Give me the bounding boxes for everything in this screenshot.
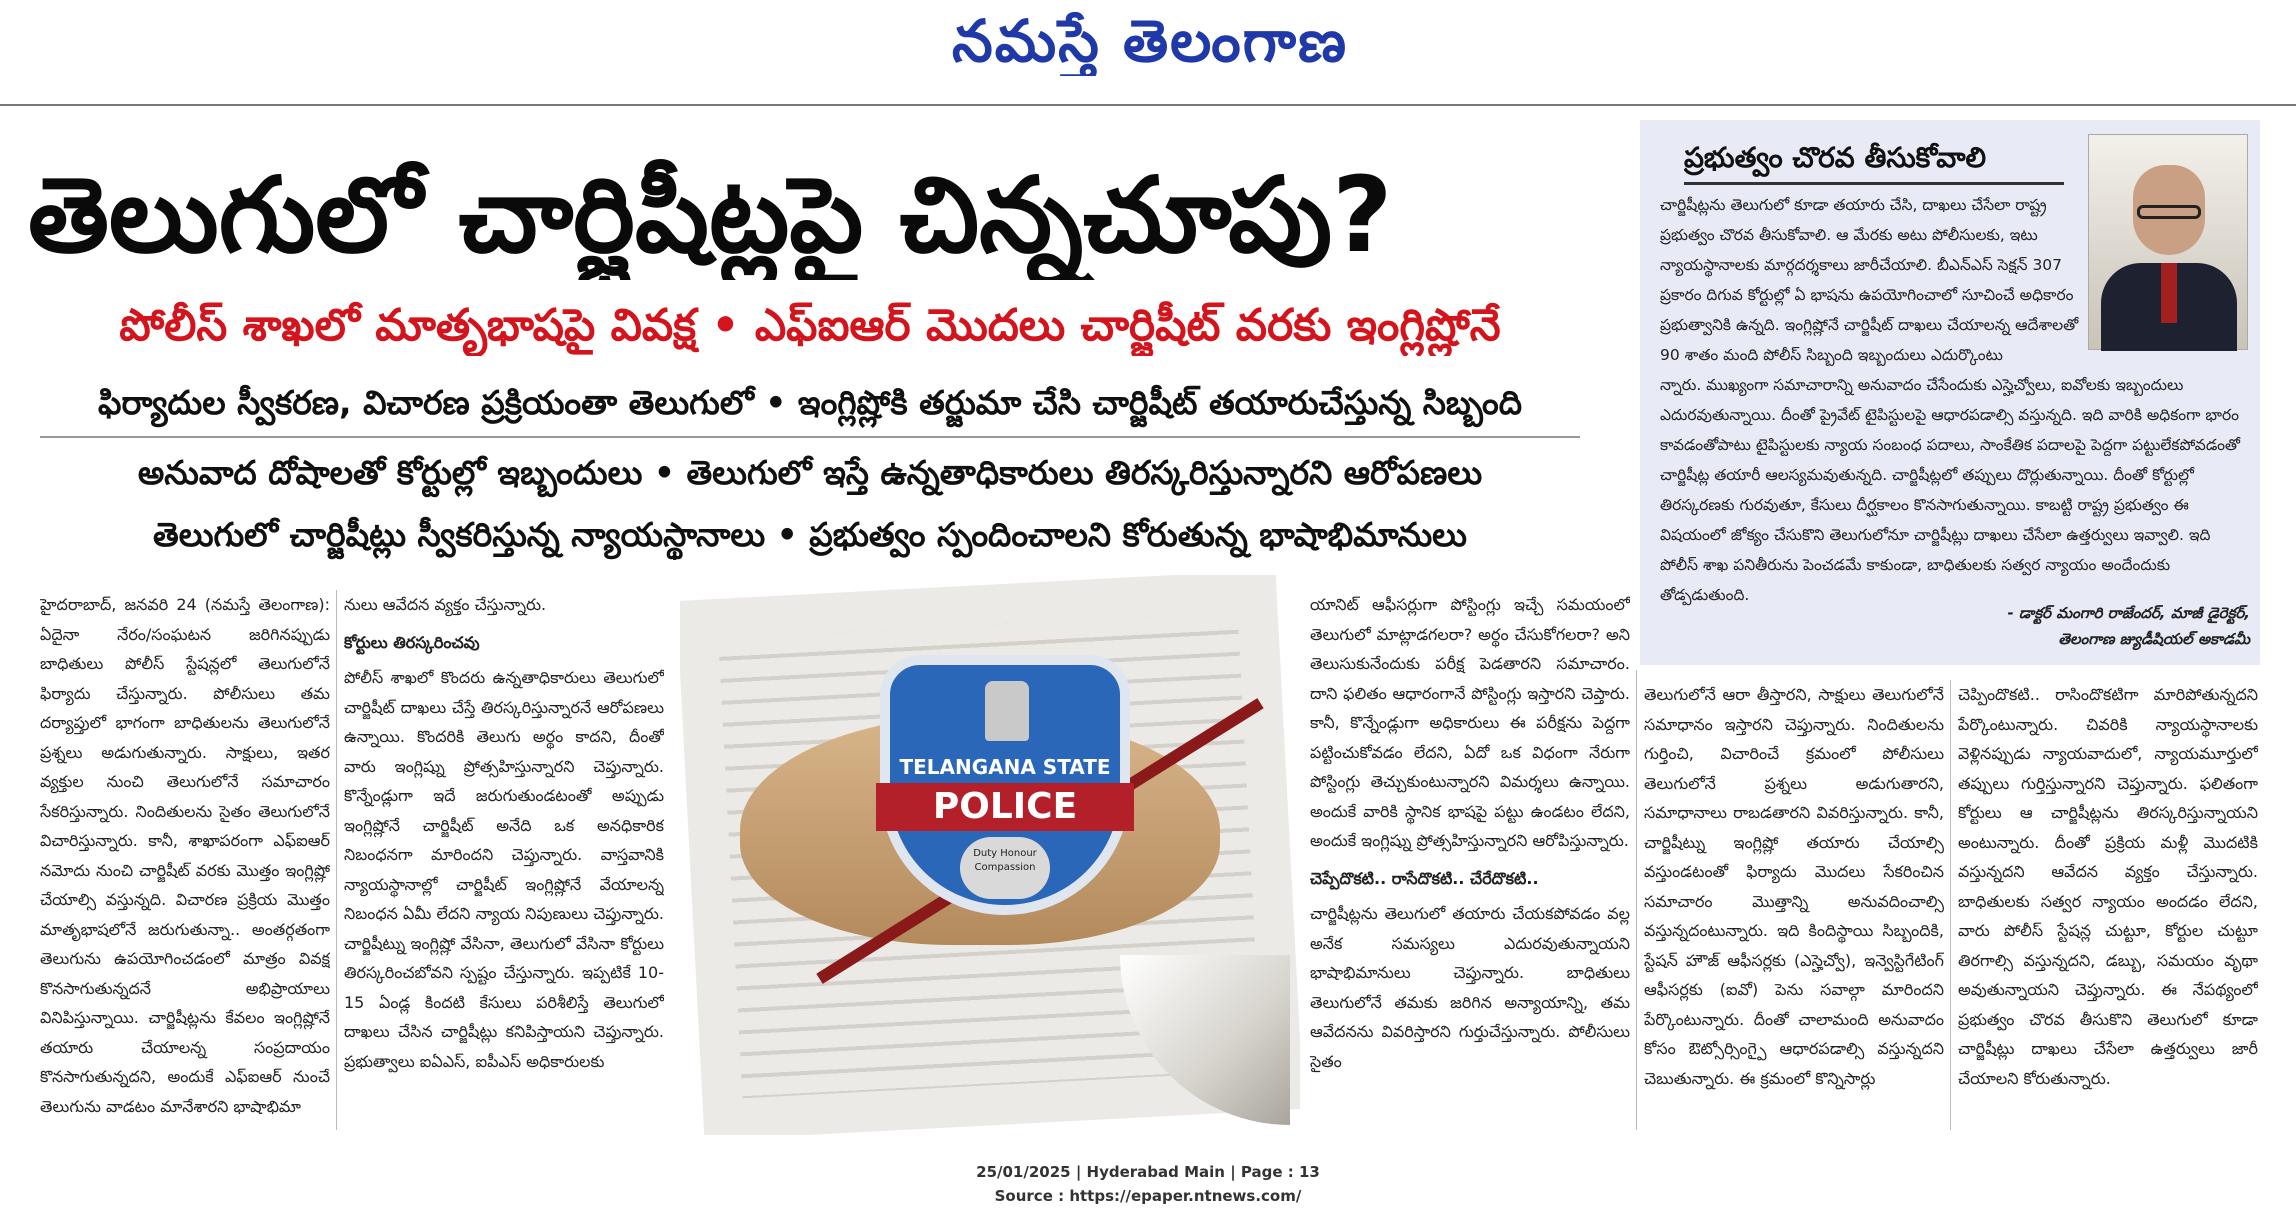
author-name: - డాక్టర్ మంగారి రాజేందర్, మాజీ డైరెక్టర్, [2007, 604, 2250, 622]
column-divider [1636, 670, 1637, 1130]
sidebar-body-bottom: న్నారు. ముఖ్యంగా సమాచారాన్ని అనువాదం చేసేందుకు ఎస్హెచ్వోలు, ఐవోలకు ఇబ్బందులు ఎదురవుతున్నాయి. దీంతో ప్రైవేట్ టైపిస్టులపై ఆధారపడాల్సి వస్తున్నది. ఇది వారికి అధికంగా భారం కావడంతోపాటు టైపిస్టులకు న్యాయ సంబంధ పదాలు, సాంకేతిక పదాలపై పెద్దగా పట్టులేకపోవడంతో చార్జిషీట్ల తయారీ ఆలస్యమవుతున్నది. చార్జిషీట్లలో తప్పులు దొర్లుతున్నాయి. దీంతో కోర్టుల్లో తిరస్కరణకు గురవుతూ, కేసులు దీర్ఘకాలం కొనసాగుతున్నాయి. కాబట్టి రాష్ట్ర ప్రభుత్వం ఈ విషయంలో జోక్యం చేసుకొని తెలుగులోనూ చార్జిషీట్లు దాఖలు చేసేలా ఉత్తర్వులు ఇవ్వాలి. ఇది పోలీస్ శాఖ పనితీరును పెంచడమే కాకుండా, బాధితులకు సత్వర న్యాయం అందేందుకు తోడ్పడుతుంది. [1660, 376, 2241, 604]
author-portrait [2088, 134, 2248, 350]
badge-state-text: TELANGANA STATE [899, 755, 1111, 779]
article-column-3 [1310, 590, 1630, 1130]
column-2-body: పోలీస్ శాఖలో కొందరు ఉన్నతాధికారులు తెలుగులో చార్జిషీట్ దాఖలు చేస్తే తిరస్కరిస్తున్నారనే ఆరోపణలు ఉన్నాయి. కొందరికి తెలుగు అర్థం కాదని, దీంతో వారు ఇంగ్లిష్ను ప్రోత్సహిస్తున్నారని చెప్తున్నారు. కొన్నేండ్లుగా ఇదే జరుగుతుండటంతో అప్పుడు ఇంగ్లిష్లోనే చార్జిషీట్ అనేది ఒక అనధికారిక నిబంధనగా మారిందని చెప్తున్నారు. వాస్తవానికి న్యాయస్థానాల్లో చార్జిషీట్ ఇంగ్లిష్లోనే వేయాలన్న నిబంధన ఏమీ లేదని న్యాయ నిపుణులు చెప్తున్నారు. చార్జిషీట్ను ఇంగ్లిష్లో వేసినా, తెలుగులో వేసినా కోర్టులు తిరస్కరించబోవని స్పష్టం చేస్తున్నారు. ఇప్పటికే 10-15 ఏండ్ల కిందటి కేసులు పరిశీలిస్తే తెలుగులో దాఖలు చేసిన చార్జిషీట్లు కనిపిస్తాయని చెప్తున్నారు. ప్రభుత్వాలు ఐఏఎస్, ఐపీఎస్ అధికారులకు [344, 668, 664, 1071]
column-4-text: తెలుగులోనే ఆరా తీస్తారని, సాక్షులు తెలుగులోనే సమాధానం ఇస్తారని చెప్తున్నారు. నిందితులను గుర్తించి, విచారించే క్రమంలో పోలీసులు తెలుగులోనే ప్రశ్నలు అడుగుతారని, సమాధానాలు రాబడతారని వివరిస్తున్నారు. కానీ, చార్జిషీట్ను ఇంగ్లిష్లో తయారు చేయాల్సి వస్తుండటంతో ఫిర్యాదు మొదలు సేకరించిన సమాచారం మొత్తాన్ని అనువదించాల్సి వస్తున్నదంటున్నారు. ఇది కిందిస్థాయి సిబ్బందికి, స్టేషన్ హౌజ్ ఆఫీసర్లకు (ఎస్హెచ్వో), ఇన్వెస్టిగేటింగ్ ఆఫీసర్లకు (ఐవో) పెను సవాల్గా మారిందని పేర్కొంటున్నారు. దీంతో చాలామంది అనువాదం కోసం ఔట్సోర్సింగ్పై ఆధారపడాల్సి వస్తున్నదని చెబుతున్నారు. ఈ క్రమంలో కొన్నిసార్లు [1644, 685, 1944, 1088]
article-column-2 [344, 590, 664, 1130]
sidebar-body-top: చార్జిషీట్లను తెలుగులో కూడా తయారు చేసి, దాఖలు చేసేలా రాష్ట్ర ప్రభుత్వం చొరవ తీసుకోవాలి. ఆ మేరకు అటు పోలీసులకు, ఇటు న్యాయస్థానాలకు మార్గదర్శకాలు జారీచేయాలి. బీఎన్ఎస్ సెక్షన్ 307 ప్రకారం దిగువ కోర్టుల్లో ఏ భాషను ఉపయోగించాలో సూచించే అధికారం ప్రభుత్వానికి ఉన్నది. ఇంగ్లిష్లోనే చార్జిషీట్ దాఖలు చేయాలన్న ఆదేశాలతో 90 శాతం మంది పోలీస్ సిబ్బంది ఇబ్బందులు ఎదుర్కొంటు [1660, 196, 2079, 364]
footer-source: Source : https://epaper.ntnews.com/ [994, 1187, 1302, 1205]
footer-meta: 25/01/2025 | Hyderabad Main | Page : 13 [976, 1163, 1320, 1181]
author-org: తెలంగాణ జ్యుడీషియల్ అకాడమీ [2058, 630, 2250, 648]
sidebar-title: ప్రభుత్వం చొరవ తీసుకోవాలి [1684, 141, 1987, 174]
police-chargesheet-photo [680, 575, 1300, 1135]
column-3-top: యానిట్ ఆఫీసర్లుగా పోస్టింగ్లు ఇచ్చే సమయంలో తెలుగులో మాట్లాడగలరా? అర్థం చేసుకోగలరా? అని తెలుసుకునేందుకు పరీక్ష పెడతారని సమాచారం. దాని ఫలితం ఆధారంగానే పోస్టింగ్లు ఇస్తారని చెప్తారు. కానీ, కొన్నేండ్లుగా అధికారులు ఈ పరీక్షను పెద్దగా పట్టించుకోవడం లేదని, ఏదో ఒక విధంగా నేరుగా పోస్టింగ్లు తెచ్చుకుంటున్నారని విమర్శలు ఉన్నాయి. అందుకే వారికి స్థానిక భాషపై పట్టు ఉండటం లేదని, అందుకే ఇంగ్లిష్ను ప్రోత్సహిస్తున్నారని ఆరోపిస్తున్నారు. [1310, 595, 1630, 850]
article-column-1 [40, 590, 330, 1130]
column-2-top: నులు ఆవేదన వ్యక్తం చేస్తున్నారు. [344, 595, 547, 614]
column-5-text: చెప్పిందొకటి.. రాసిందొకటిగా మారిపోతున్నదని పేర్కొంటున్నారు. చివరికి న్యాయస్థానాలకు వెళ్లినప్పుడు న్యాయవాదులో, న్యాయమూర్తులో తప్పులు గుర్తిస్తున్నారని చెప్తున్నారు. ఫలితంగా కోర్టులు ఆ చార్జిషీట్లను తిరస్కరిస్తున్నాయని అంటున్నారు. దీంతో ప్రక్రియ మళ్లీ మొదటికి వస్తున్నదని ఆవేదన వ్యక్తం చేస్తున్నారు. బాధితులకు సత్వర న్యాయం అందడం లేదని, వారు పోలీస్ స్టేషన్ల చుట్టూ, కోర్టుల చుట్టూ తిరగాల్సి వస్తున్నదని, డబ్బు, సమయం వృథా అవుతున్నాయని చెప్తున్నారు. ఈ నేపథ్యంలో ప్రభుత్వం చొరవ తీసుకొని తెలుగులో కూడా చార్జిషీట్లు దాఖలు చేసేలా ఉత్తర్వులు జారీ చేయాలని కోరుతున్నారు. [1958, 685, 2258, 1088]
police-badge-icon [880, 655, 1130, 915]
newspaper-logo: నమస్తే తెలంగాణ [952, 7, 1348, 75]
subheadline-red: పోలీస్ శాఖలో మాతృభాషపై వివక్ష • ఎఫ్ఐఆర్ మొదలు చార్జిషీట్ వరకు ఇంగ్లిష్లోనే [119, 300, 1501, 351]
article-column-4 [1644, 680, 1944, 1130]
article-headline: తెలుగులో చార్జిషీట్లపై చిన్నచూపు? [28, 154, 1393, 276]
article-column-5 [1958, 680, 2258, 1130]
page-footer [0, 1160, 2296, 1208]
column-2-subhead: కోర్టులు తిరస్కరించవు [344, 632, 480, 652]
column-1-text: హైదరాబాద్, జనవరి 24 (నమస్తే తెలంగాణ): ఏదైనా నేరం/సంఘటన జరిగినప్పుడు బాధితులు పోలీస్ స్టేషన్లలో తెలుగులోనే ఫిర్యాదు చేస్తున్నారు. పోలీసులు తమ దర్యాప్తులో భాగంగా బాధితులను తెలుగులోనే ప్రశ్నలు అడుగుతున్నారు. సాక్షులు, ఇతర వ్యక్తుల నుంచి తెలుగులోనే సమాచారం సేకరిస్తున్నారు. నిందితులను సైతం తెలుగులోనే విచారిస్తున్నారు. కానీ, శాఖాపరంగా ఎఫ్ఐఆర్ నమోదు నుంచి చార్జిషీట్ వరకు మొత్తం ఇంగ్లిష్లో చేయాల్సి వస్తున్నది. విచారణ ప్రక్రియ మొత్తం మాతృభాషలోనే జరుగుతున్నా.. అంతర్గతంగా తెలుగును ఉపయోగించడంలో మాత్రం వివక్ష కొనసాగుతున్నదనే అభిప్రాయాలు వినిపిస్తున్నాయి. చార్జిషీట్లను కేవలం ఇంగ్లిష్లోనే తయారు చేయాలన్న సంప్రదాయం కొనసాగుతున్నదని, అందుకే ఎఫ్ఐఆర్ నుంచే తెలుగును వాడటం మానేశారని భాషాభిమా [40, 595, 330, 1116]
column-3-body: చార్జిషీట్లను తెలుగులో తయారు చేయకపోవడం వల్ల అనేక సమస్యలు ఎదురవుతున్నాయని భాషాభిమానులు చెప్తున్నారు. బాధితులు తెలుగులోనే తమకు జరిగిన అన్యాయాన్ని, తమ ఆవేదనను వివరిస్తారని గుర్తుచేస్తున్నారు. పోలీసులు సైతం [1310, 904, 1630, 1071]
portrait-tie [2161, 263, 2177, 323]
sidebar-title-rule [1684, 182, 2064, 185]
sidebar-author [1960, 600, 2250, 652]
masthead [0, 0, 2296, 104]
badge-motto-text: Duty Honour Compassion [960, 837, 1050, 899]
portrait-glasses [2137, 205, 2201, 219]
column-divider [336, 590, 337, 1130]
masthead-rule [0, 104, 2296, 106]
subheadline-2: ఫిర్యాదుల స్వీకరణ, విచారణ ప్రక్రియంతా తెలుగులో • ఇంగ్లిష్లోకి తర్జుమా చేసి చార్జిషీట్ తయారుచేస్తున్న సిబ్బంది [97, 383, 1522, 422]
subheadline-4: తెలుగులో చార్జిషీట్లు స్వీకరిస్తున్న న్యాయస్థానాలు • ప్రభుత్వం స్పందించాలని కోరుతున్న భాషాభిమానులు [153, 515, 1467, 554]
emblem-icon [985, 681, 1029, 741]
column-3-subhead: చెప్పేదొకటి.. రాసేదొకటి.. చేరేదొకటి.. [1310, 868, 1539, 888]
badge-police-text: POLICE [876, 783, 1134, 831]
subheadline-divider [40, 436, 1580, 438]
subheadline-3: అనువాద దోషాలతో కోర్టుల్లో ఇబ్బందులు • తెలుగులో ఇస్తే ఉన్నతాధికారులు తిరస్కరిస్తున్నారని ఆరోపణలు [137, 453, 1483, 492]
column-divider [1950, 680, 1951, 1130]
sidebar-opinion-box [1640, 120, 2260, 665]
